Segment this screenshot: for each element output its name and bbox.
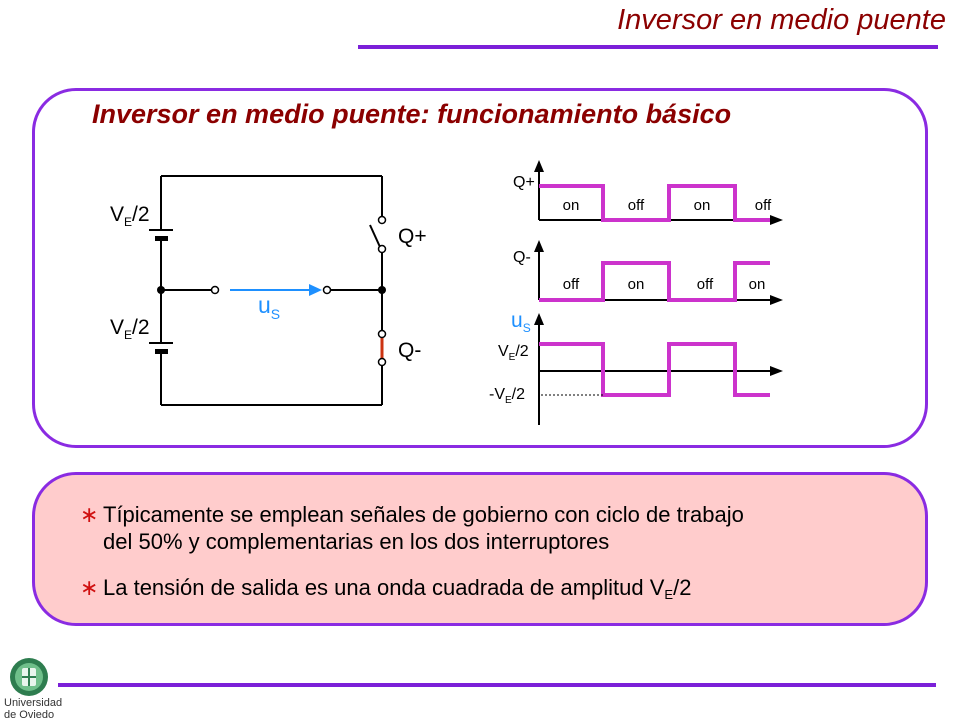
q-plus-state-4: off: [754, 197, 772, 214]
q-minus-contact-top: [379, 331, 386, 338]
q-plus-wave-label: Q+: [513, 174, 535, 191]
university-name: Universidad de Oviedo: [4, 697, 63, 721]
node-right-mid: [378, 286, 386, 294]
battery-top-long-plate: [149, 229, 173, 231]
output-voltage-label: $u_S$: [258, 292, 281, 322]
bullet-star-icon: ∗: [80, 502, 99, 527]
q-plus-contact-bottom: [379, 246, 386, 253]
terminal-left: [212, 287, 219, 294]
q-minus-state-4: on: [748, 276, 766, 293]
neg-level-label: $-V_E/2$: [489, 386, 526, 406]
q-minus-state-1: off: [562, 276, 580, 293]
us-wave-label: $u_S$: [511, 309, 531, 335]
node-left-mid: [157, 286, 165, 294]
us-waveform: [539, 344, 770, 395]
switch-q-minus-label: Q-: [398, 339, 422, 362]
switch-q-plus-label: Q+: [398, 225, 427, 248]
q-minus-state-3: off: [696, 276, 714, 293]
university-logo-icon: [8, 656, 50, 698]
terminal-right: [324, 287, 331, 294]
q-plus-state-3: on: [693, 197, 711, 214]
source-bottom-label: $V_E/2$: [110, 316, 150, 342]
battery-bottom-short-plate: [155, 349, 168, 354]
q-minus-contact-bottom: [379, 359, 386, 366]
pos-level-label: $V_E/2$: [498, 343, 529, 363]
panel-title: Inversor en medio puente: funcionamiento básico: [92, 99, 732, 129]
footer-divider: [58, 683, 936, 687]
bullet-star-icon: ∗: [80, 575, 99, 600]
output-arrow-head: [309, 284, 322, 296]
q-plus-contact-top: [379, 217, 386, 224]
bullet-2: [80, 574, 691, 608]
bullet-1: [80, 501, 744, 555]
q-plus-state-2: off: [627, 197, 645, 214]
q-minus-wave-label: Q-: [513, 249, 531, 266]
q-plus-state-1: on: [562, 197, 580, 214]
q-minus-state-2: on: [627, 276, 645, 293]
page-header-title: Inversor en medio puente: [617, 4, 946, 36]
q-plus-blade: [370, 225, 380, 247]
bullet-1-line-1: Típicamente se emplean señales de gobierno con ciclo de trabajo: [103, 502, 744, 527]
bullet-2-text: La tensión de salida es una onda cuadrada de amplitud $V_E/2$: [103, 575, 692, 602]
battery-top-short-plate: [155, 236, 168, 241]
source-top-label: $V_E/2$: [110, 203, 150, 229]
bullet-1-line-2: del 50% y complementarias en los dos interruptores: [103, 529, 610, 554]
battery-bottom-long-plate: [149, 342, 173, 344]
